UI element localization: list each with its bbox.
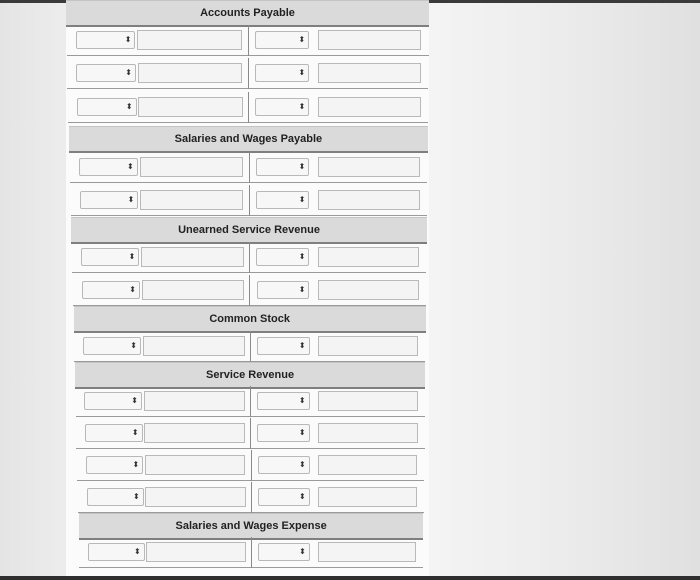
credit-account-select[interactable]: [257, 424, 309, 442]
debit-account-select[interactable]: [88, 543, 145, 561]
debit-amount-field[interactable]: [145, 487, 245, 507]
credit-amount-field[interactable]: [318, 97, 421, 117]
debit-credit-divider: [250, 386, 251, 417]
account-header: Service Revenue: [75, 362, 425, 389]
entry-row: [71, 185, 427, 216]
debit-credit-divider: [249, 185, 250, 216]
chevron-up-down-icon: ⬍: [298, 396, 306, 405]
credit-account-select[interactable]: [256, 191, 309, 209]
debit-account-select[interactable]: [81, 248, 139, 266]
debit-account-select[interactable]: [82, 281, 140, 299]
debit-account-select[interactable]: [83, 337, 141, 355]
entry-row: [76, 418, 424, 449]
debit-amount-field[interactable]: [145, 455, 246, 475]
debit-credit-divider: [251, 537, 252, 568]
debit-credit-divider: [250, 331, 251, 362]
debit-credit-divider: [248, 25, 249, 56]
entry-row: [76, 386, 425, 417]
account-header: Salaries and Wages Expense: [79, 513, 424, 540]
entry-row: [68, 92, 428, 123]
credit-amount-field[interactable]: [318, 391, 418, 411]
debit-credit-divider: [249, 275, 250, 306]
debit-account-select[interactable]: [84, 392, 142, 410]
chevron-up-down-icon: ⬍: [299, 547, 306, 556]
debit-amount-field[interactable]: [137, 30, 242, 50]
debit-credit-divider: [251, 482, 252, 513]
entry-row: [73, 275, 426, 306]
chevron-up-down-icon: ⬍: [127, 162, 134, 171]
debit-credit-divider: [250, 418, 251, 449]
debit-amount-field[interactable]: [138, 63, 243, 83]
debit-credit-divider: [248, 58, 249, 89]
chevron-up-down-icon: ⬍: [133, 492, 140, 501]
chevron-up-down-icon: ⬍: [298, 285, 306, 294]
chevron-up-down-icon: ⬍: [131, 428, 139, 437]
chevron-up-down-icon: ⬍: [298, 460, 306, 469]
chevron-up-down-icon: ⬍: [124, 35, 132, 44]
credit-amount-field[interactable]: [318, 487, 417, 507]
credit-amount-field[interactable]: [318, 280, 419, 300]
debit-amount-field[interactable]: [141, 247, 244, 267]
credit-account-select[interactable]: [258, 543, 310, 561]
chevron-up-down-icon: ⬍: [298, 35, 306, 44]
chevron-up-down-icon: ⬍: [298, 252, 306, 261]
debit-amount-field[interactable]: [140, 190, 243, 210]
credit-amount-field[interactable]: [318, 247, 419, 267]
chevron-up-down-icon: ⬍: [125, 68, 132, 77]
credit-account-select[interactable]: [255, 31, 309, 49]
credit-account-select[interactable]: [257, 392, 309, 410]
entry-row: [77, 450, 424, 481]
credit-amount-field[interactable]: [318, 190, 420, 210]
entry-row: [67, 25, 429, 56]
debit-account-select[interactable]: [76, 31, 136, 49]
account-header: Accounts Payable: [66, 0, 429, 27]
chevron-up-down-icon: ⬍: [131, 396, 138, 405]
entry-row: [79, 537, 423, 568]
credit-amount-field[interactable]: [318, 455, 417, 475]
chevron-up-down-icon: ⬍: [128, 252, 136, 261]
chevron-up-down-icon: ⬍: [298, 341, 306, 350]
entry-row: [78, 482, 424, 513]
chevron-up-down-icon: ⬍: [299, 492, 306, 501]
chevron-up-down-icon: ⬍: [298, 428, 306, 437]
debit-credit-divider: [249, 242, 250, 273]
debit-amount-field[interactable]: [142, 280, 244, 300]
debit-amount-field[interactable]: [144, 423, 245, 443]
debit-credit-divider: [248, 92, 249, 123]
entry-row: [70, 152, 428, 183]
debit-account-select[interactable]: [79, 158, 138, 176]
credit-account-select[interactable]: [256, 248, 309, 266]
credit-amount-field[interactable]: [318, 157, 420, 177]
credit-account-select[interactable]: [257, 281, 310, 299]
credit-amount-field[interactable]: [318, 542, 416, 562]
chevron-up-down-icon: ⬍: [298, 162, 306, 171]
chevron-up-down-icon: ⬍: [298, 68, 306, 77]
chevron-up-down-icon: ⬍: [298, 195, 306, 204]
debit-amount-field[interactable]: [143, 336, 245, 356]
credit-account-select[interactable]: [258, 456, 310, 474]
account-header: Common Stock: [74, 306, 426, 333]
credit-amount-field[interactable]: [318, 30, 421, 50]
credit-account-select[interactable]: [258, 488, 310, 506]
chevron-up-down-icon: ⬍: [125, 102, 133, 111]
bottom-edge: [0, 576, 700, 580]
credit-account-select[interactable]: [255, 98, 309, 116]
debit-account-select[interactable]: [76, 64, 136, 82]
account-header: Salaries and Wages Payable: [69, 126, 428, 153]
entry-row: [72, 242, 426, 273]
debit-credit-divider: [249, 152, 250, 183]
credit-account-select[interactable]: [256, 158, 310, 176]
debit-amount-field[interactable]: [146, 542, 246, 562]
debit-amount-field[interactable]: [138, 97, 242, 117]
credit-account-select[interactable]: [257, 337, 310, 355]
debit-account-select[interactable]: [87, 488, 144, 506]
chevron-up-down-icon: ⬍: [298, 102, 306, 111]
chevron-up-down-icon: ⬍: [127, 195, 135, 204]
entry-row: [74, 331, 425, 362]
debit-credit-divider: [251, 450, 252, 481]
credit-amount-field[interactable]: [318, 336, 418, 356]
debit-amount-field[interactable]: [140, 157, 244, 177]
debit-account-select[interactable]: [86, 456, 143, 474]
debit-account-select[interactable]: [80, 191, 139, 209]
debit-amount-field[interactable]: [144, 391, 245, 411]
debit-account-select[interactable]: [77, 98, 136, 116]
account-header: Unearned Service Revenue: [71, 217, 426, 244]
credit-amount-field[interactable]: [318, 63, 421, 83]
credit-account-select[interactable]: [255, 64, 309, 82]
entry-row: [67, 58, 428, 89]
debit-account-select[interactable]: [85, 424, 142, 442]
credit-amount-field[interactable]: [318, 423, 417, 443]
chevron-up-down-icon: ⬍: [129, 285, 136, 294]
chevron-up-down-icon: ⬍: [132, 460, 140, 469]
chevron-up-down-icon: ⬍: [134, 547, 141, 556]
chevron-up-down-icon: ⬍: [130, 341, 137, 350]
